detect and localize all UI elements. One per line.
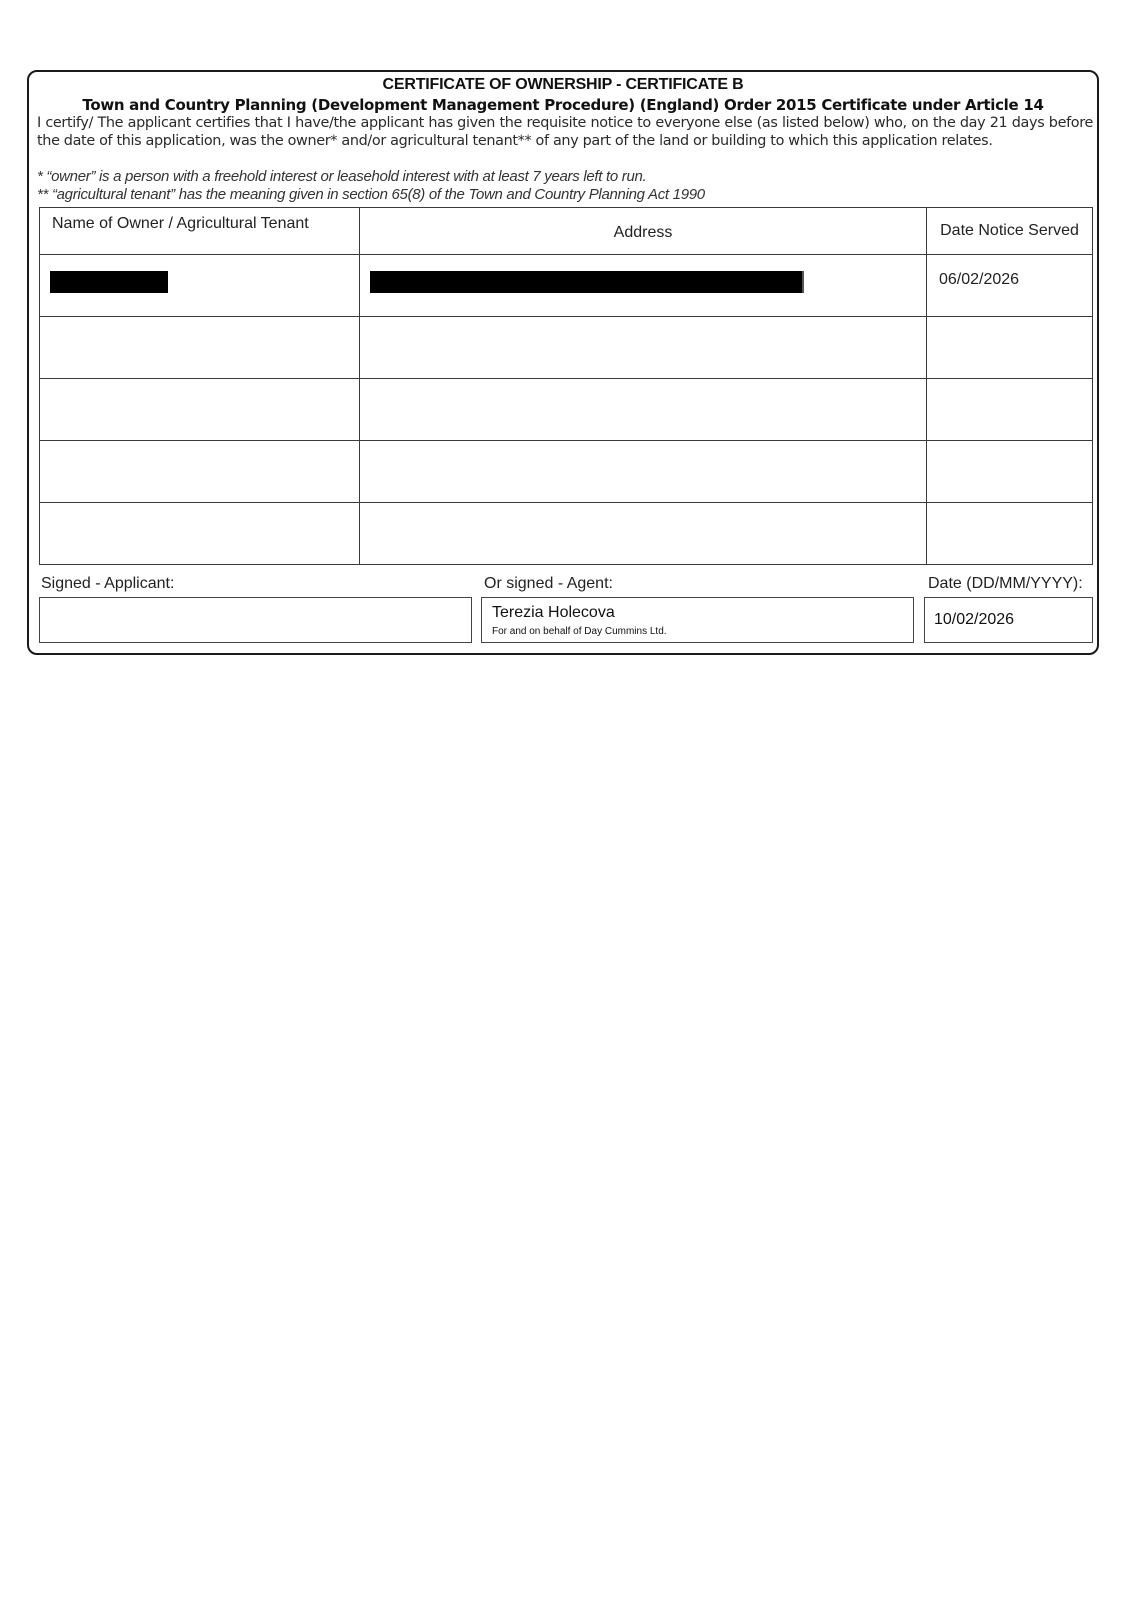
date-served-cell[interactable] (927, 379, 1093, 441)
table-row (40, 441, 1093, 503)
owner-definition-note: * “owner” is a person with a freehold interest or leasehold interest with at least 7 years left to run. (37, 168, 647, 185)
owner-name-cell[interactable] (40, 441, 360, 503)
table-row (40, 255, 1093, 317)
owner-address-cell[interactable] (360, 255, 927, 317)
date-served-cell[interactable] (927, 441, 1093, 503)
header-address: Address (360, 208, 927, 255)
table-row (40, 503, 1093, 565)
table-row (40, 317, 1093, 379)
owner-name-cell[interactable] (40, 255, 360, 317)
signature-date-field[interactable] (924, 597, 1093, 643)
owner-address-cell[interactable] (360, 379, 927, 441)
date-served-cell[interactable] (927, 317, 1093, 379)
owner-name-cell[interactable] (40, 317, 360, 379)
certification-statement: I certify/ The applicant certifies that I have/the applicant has given the requisite notice to everyone else (as listed below) who, on the day 21 days before the date of this application, was the owner* and/or agricultural tenant** of any part of the land or building to which this application relates. (37, 115, 1093, 149)
table-header-row (40, 208, 1093, 255)
redacted-name-block (50, 271, 168, 293)
agent-name: Terezia Holecova (492, 604, 615, 621)
date-served-cell[interactable] (927, 503, 1093, 565)
agent-on-behalf-text: For and on behalf of Day Cummins Ltd. (492, 626, 667, 637)
applicant-signature-field[interactable] (39, 597, 472, 643)
header-date-notice-served: Date Notice Served (927, 208, 1093, 255)
agricultural-tenant-note: ** “agricultural tenant” has the meaning given in section 65(8) of the Town and Country Planning Act 1990 (37, 186, 705, 203)
owner-name-cell[interactable] (40, 379, 360, 441)
owner-address-cell[interactable] (360, 503, 927, 565)
certificate-subtitle: Town and Country Planning (Development Management Procedure) (England) Order 2015 Certificate under Article 14 (82, 96, 1044, 114)
table-row (40, 379, 1093, 441)
date-label: Date (DD/MM/YYYY): (928, 575, 1083, 592)
certificate-b-panel (27, 70, 1099, 655)
signature-date-value: 10/02/2026 (934, 611, 1015, 628)
header-owner-name: Name of Owner / Agricultural Tenant (40, 208, 360, 255)
owner-address-cell[interactable] (360, 317, 927, 379)
date-served-cell[interactable] (927, 255, 1093, 317)
signed-agent-label: Or signed - Agent: (484, 575, 613, 592)
owners-notice-table (39, 207, 1093, 565)
agent-signature-field[interactable] (481, 597, 914, 643)
signed-applicant-label: Signed - Applicant: (41, 575, 175, 592)
certificate-title: CERTIFICATE OF OWNERSHIP - CERTIFICATE B (382, 76, 744, 93)
owner-address-cell[interactable] (360, 441, 927, 503)
owner-name-cell[interactable] (40, 503, 360, 565)
redacted-address-block (370, 271, 804, 293)
date-notice-served-value: 06/02/2026 (939, 271, 1020, 288)
